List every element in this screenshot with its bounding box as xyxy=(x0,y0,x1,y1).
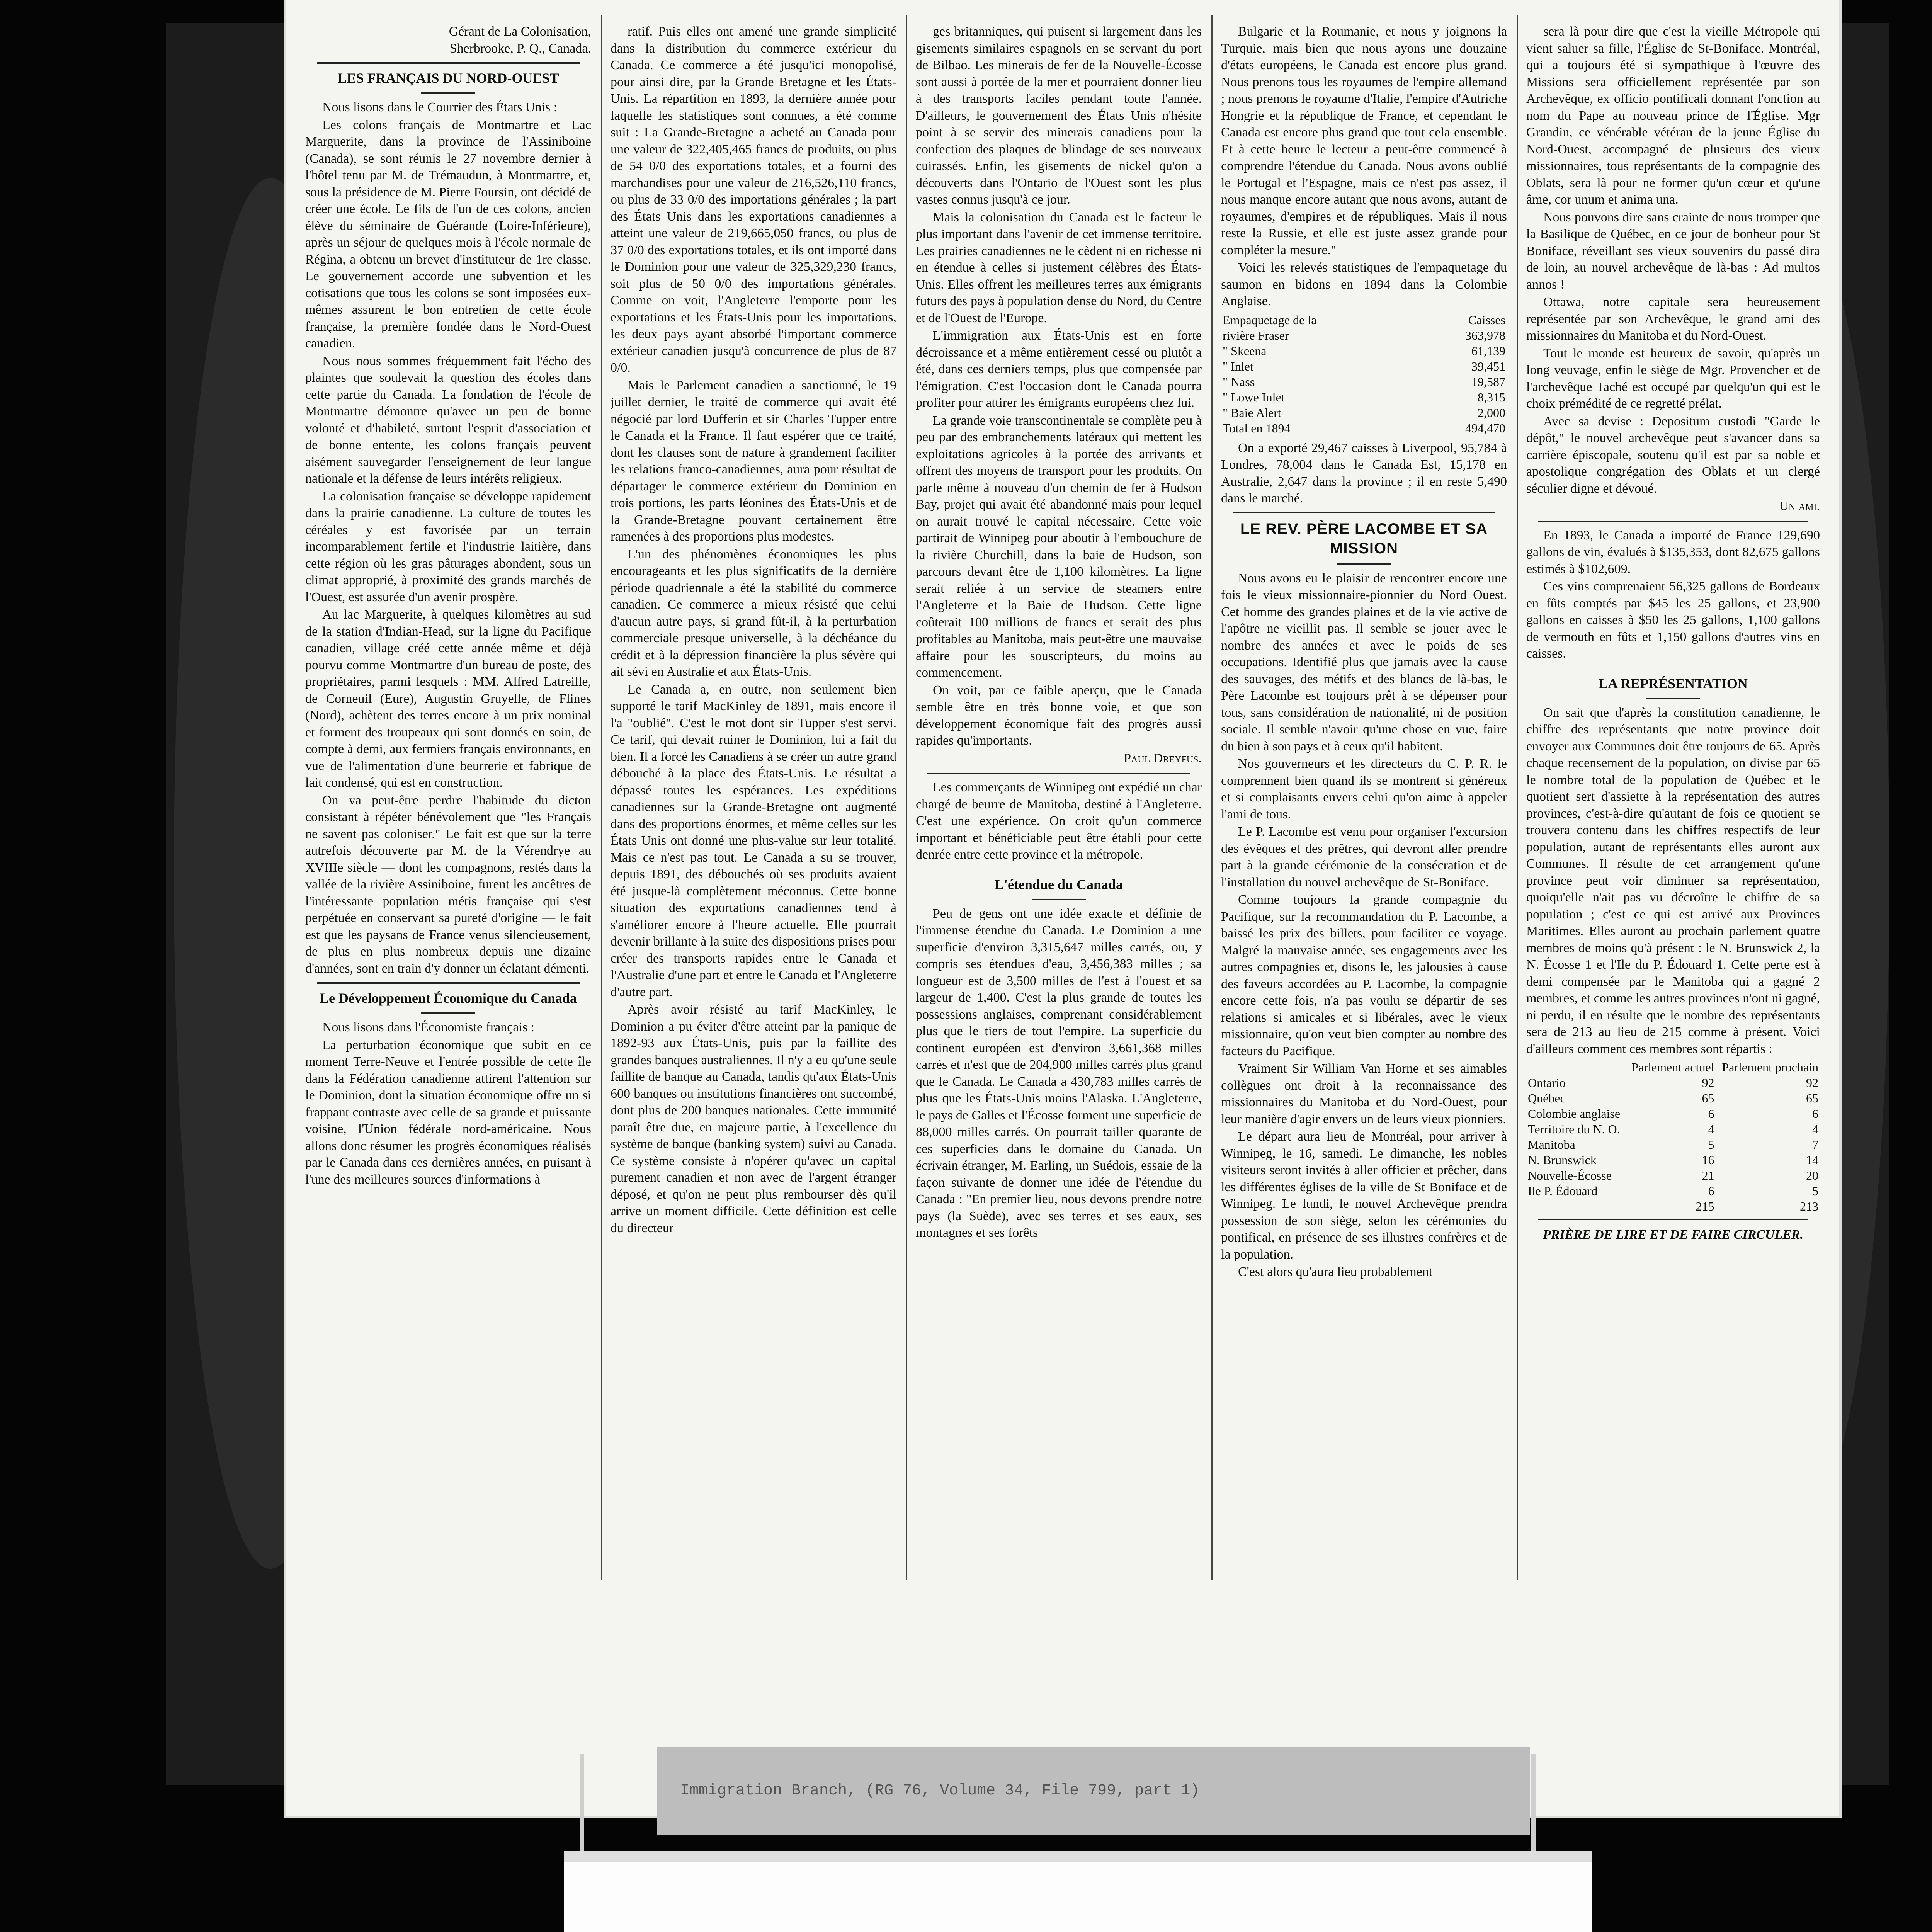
column-3 xyxy=(916,23,1202,1665)
paragraph: Comme toujours la grande compagnie du Pacifique, sur la recommandation du P. Lacombe, a baissé les prix des billets, pour faciliter ce voyage. Malgré la mauvaise année, ses engagements avec les autres compagnies et, disons le, les jalousies à cause des faveurs accordées au P. Lacombe, la compagnie encore cette fois, n'a pas voulu se départir de ses relations si amicales et si libérales, avec le vieux missionnaire, qu'on veut bien compter au nombre des facteurs du Pacifique. xyxy=(1221,893,1507,1058)
paragraph: Au lac Marguerite, à quelques kilomètres au sud de la station d'Indian-Head, sur la ligne du Pacifique canadien, village créé cette année même et déjà pourvu comme Montmartre d'un bureau de poste, des propriétaires, parmi lesquels : MM. Alfred Latreille, de Corneuil (Eure), Augustin Gruyelle, de Flines (Nord), achètent des terres encore à un prix nominal et forment des troupeaux qui sont donnés en soin, de compte à demi, aux fermiers français environnants, en vue de l'alimentation d'une beurrerie et fabrique de lait condensé, qui est en construction. xyxy=(305,607,591,790)
column-4 xyxy=(1221,23,1507,1665)
divider xyxy=(927,772,1190,774)
table-cell: 65 xyxy=(1702,1091,1714,1105)
table-header-cell: Empaquetage de la xyxy=(1223,313,1317,327)
table-header-row xyxy=(1221,312,1507,328)
table-row xyxy=(1221,405,1507,420)
paragraph: La perturbation économique que subit en ce moment Terre-Neuve et l'entrée possible de cette île dans la Fédération canadienne attirent l'attention sur le Dominion, dont la situation économique offre un si frappant contraste avec celle de sa grande et puissante voisine, l'Union fédérale nord-américaine. Nous allons donc résumer les progrès économiques réalisés par le Canada dans ces dernières années, en puisant à l'une des meilleures sources d'informations à xyxy=(305,1037,591,1187)
paragraph: En 1893, le Canada a importé de France 129,690 gallons de vin, évalués à $135,353, dont 82,675 gallons estimés à $102,609. xyxy=(1526,528,1820,576)
table-header-cell: Caisses xyxy=(1468,313,1505,327)
paragraph: Vraiment Sir William Van Horne et ses aimables collègues ont droit à la reconnaissance des missionnaires du Manitoba et du Nord-Ouest, pour leur manière d'agir envers un de leurs vieux pionniers. xyxy=(1221,1061,1507,1126)
paragraph: C'est alors qu'aura lieu probablement xyxy=(1238,1265,1433,1279)
table-cell: 5 xyxy=(1812,1184,1818,1198)
paragraph: Ottawa, notre capitale sera heureusement représentée par son Archevêque, le grand ami des missionnaires du Manitoba et du Nord-Ouest. xyxy=(1526,295,1820,343)
representation-table xyxy=(1526,1060,1820,1214)
table-header-cell: Parlement actuel xyxy=(1631,1060,1714,1074)
divider xyxy=(421,92,475,94)
table-header-cell: Parlement prochain xyxy=(1722,1060,1818,1074)
table-cell: Québec xyxy=(1528,1091,1566,1105)
paragraph: Nos gouverneurs et les directeurs du C. P. R. le comprennent bien quand ils se montrent si généreux et si complaisants envers celui qu'on aime à appeler l'ami de tous. xyxy=(1221,757,1507,821)
table-cell: 6 xyxy=(1812,1107,1818,1121)
table-cell: Nouvelle-Écosse xyxy=(1528,1168,1612,1182)
table-cell: 363,978 xyxy=(1465,328,1505,342)
paragraph: L'immigration aux États-Unis est en forte décroissance et a même entièrement cessé ou plutôt a été, dans ces derniers temps, plus que compensée par l'émigration. C'est l'occasion dont le Canada pourra profiter pour attirer les émigrants européens chez lui. xyxy=(916,328,1202,410)
table-cell: " Baie Alert xyxy=(1223,405,1281,420)
paragraph: Les colons français de Montmartre et Lac Marguerite, dans la province de l'Assiniboine (Canada), se sont réunis le 27 novembre dernier à l'hôtel tenu par M. de Trémaudun, à Montmartre, et, sous la présidence de M. Pierre Foursin, ont décidé de créer une école. Le fils de l'un de ces colons, ancien élève du séminaire de Guérande (Loire-Inférieure), après un séjour de quelques mois à l'école normale de Régina, a obtenu un brevet d'instituteur de 1re classe. Le gouvernement accorde une subvention et les cotisations que tous les colons se sont imposées eux-mêmes assurent le bon entretien de cette école française, la première fondée dans le Nord-Ouest canadien. xyxy=(305,117,591,350)
article-body-lacombe-suite xyxy=(1526,23,1820,497)
paragraph: On a exporté 29,467 caisses à Liverpool, 95,784 à Londres, 78,004 dans le Canada Est, 15,178 en Australie, 2,647 dans la province ; il en reste 5,490 dans le marché. xyxy=(1221,440,1507,505)
table-cell: " Nass xyxy=(1223,374,1255,389)
paragraph: Mais la colonisation du Canada est le facteur le plus important dans l'avenir de cet immense territoire. Les prairies canadiennes ne le cèdent ni en richesse ni en étendue à celles si justement célèbres des États-Unis. Elles offrent les meilleures terres aux émigrants futurs des pays à population dense du Nord, du Centre et de l'Ouest de l'Europe. xyxy=(916,210,1202,325)
table-cell: 4 xyxy=(1708,1122,1714,1136)
table-cell: Territoire du N. O. xyxy=(1528,1122,1620,1136)
paragraph: Bulgarie et la Roumanie, et nous y joignons la Turquie, mais bien que nous ayons une douzaine d'états européens, le Canada est encore plus grand. Nous prenons tous les royaumes de l'empire allemand ; nous prenons le royaume d'Italie, l'empire d'Autriche Hongrie et la république de France, et cependant le Canada est encore plus grand que tout cela ensemble. Et à cette heure le lecteur a peut-être commencé à comprendre l'étendue du Canada. Nous avons oublié le Portugal et l'Espagne, mais ce n'est pas assez, il nous manque encore autant que nous avons, autant de royaumes, d'empires et de républiques. Mais il nous reste la Russie, et elle est juste assez grande pour compléter la mesure." xyxy=(1221,24,1507,257)
paragraph: Tout le monde est heureux de savoir, qu'après un long veuvage, enfin le siège de Mgr. Provencher et de l'archevêque Taché est occupé par quelqu'un qui est le choix prémédité de ce regretté prélat. xyxy=(1526,346,1820,411)
paragraph: sera là pour dire que c'est la vieille Métropole qui vient saluer sa fille, l'Église de St-Boniface. Montréal, qui a toujours été si sympathique à l'œuvre des Missions sera officiellement représentée par son Archevêque, ex officio pontificali donnant l'onction au nom du Pape au nouveau prince de l'Église. Mgr Grandin, ce vénérable vétéran de la jeune Église du Nord-Ouest, accompagné de plusieurs des vieux missionnaires, tous représentants de la compagnie des Oblats, sera là pour ne former qu'un cœur et qu'une âme, cor unum et anima una. xyxy=(1526,24,1820,207)
table-cell: 39,451 xyxy=(1471,359,1505,373)
table-cell: 92 xyxy=(1702,1076,1714,1090)
paragraph: On voit, par ce faible aperçu, que le Canada semble être en très bonne voie, et que son développement économique fait des progrès aussi rapides qu'importants. xyxy=(916,683,1202,748)
table-row xyxy=(1221,359,1507,374)
signature-un-ami: Un ami. xyxy=(1779,499,1820,513)
paragraph: On sait que d'après la constitution canadienne, le chiffre des représentants que notre province doit envoyer aux Communes doit être toujours de 65. Après chaque recensement de la population, on divise par 65 le nombre total de la population de Québec et le quotient sert d'assiette à la représentation des autres provinces, c'est-à-dire qu'autant de fois ce quotient se trouvera contenu dans les chiffres respectifs de leur population, autant de représentants elles auront aux Communes. Il résulte de cet arrangement qu'une province peut voir diminuer sa représentation, quoiqu'elle n'ait pas vu décroître le chiffre de sa population ; c'est ce qui est arrivé aux Provinces Maritimes. Elles auront au prochain parlement quatre membres de moins qu'à présent : le N. Brunswick 2, la N. Écosse 1 et l'Ile du P. Édouard 1. Cette perte est à demi compensée par le Manitoba qui a gagné 2 membres, et comme les autres provinces n'ont ni gagné, ni perdu, il en résulte que le nombre des représentants sera de 213 au lieu de 215 comme à présent. Voici d'ailleurs comment ces membres sont répartis : xyxy=(1526,705,1820,1056)
article-body-colonisation xyxy=(916,23,1202,749)
table-row xyxy=(1526,1075,1820,1090)
paragraph: ratif. Puis elles ont amené une grande simplicité dans la distribution du commerce extérieur du Canada. Ce commerce a été jusqu'ici monopolisé, pour ainsi dire, par la Grande Bretagne et les États-Unis. La répartition en 1893, la dernière année pour laquelle les statistiques sont connues, a été comme suit : La Grande-Bretagne a acheté au Canada pour une valeur de 322,405,465 francs de produits, ou plus de 54 0/0 des exportations totales, et a fourni des marchandises pour une valeur de 216,526,110 francs, ou plus de 33 0/0 des importations générales ; la part des États Unis dans les exportations canadiennes a atteint une valeur de 219,665,050 francs, ou plus de 37 0/0 des exportations totales, et ils ont importé dans le Dominion pour une valeur de 325,329,230 francs, soit plus de 50 0/0 des importations générales. Comme on voit, l'Angleterre l'emporte pour les exportations et les États-Unis pour les importations, les deux pays ayant absorbé l'important commerce extérieur canadien jusqu'à concurrence de plus de 87 0/0. xyxy=(611,24,896,375)
paragraph: Les commerçants de Winnipeg ont expédié un char chargé de beurre de Manitoba, destiné à l'Angleterre. C'est une expérience. On croit qu'un commerce important et bénéficiable peut être établi pour cette denrée entre cette province et la métropole. xyxy=(916,780,1202,862)
table-cell: 61,139 xyxy=(1471,344,1505,358)
table-row xyxy=(1526,1152,1820,1168)
paragraph: La colonisation française se développe rapidement dans la prairie canadienne. La culture de toutes les céréales y est favorisée par un terrain incomparablement fertile et l'industrie laitière, dans cette région où les gras pâturages abondent, sous un climat approprié, à proximité des grands marchés de l'Ouest, est assurée d'un avenir prospère. xyxy=(305,489,591,604)
table-cell: rivière Fraser xyxy=(1223,328,1289,342)
table-cell: Ontario xyxy=(1528,1076,1566,1090)
table-total-row xyxy=(1221,420,1507,436)
table-row xyxy=(1221,328,1507,343)
divider xyxy=(1538,1219,1808,1221)
table-cell: 20 xyxy=(1806,1168,1818,1182)
archive-file-label: Immigration Branch, (RG 76, Volume 34, File 799, part 1) xyxy=(657,1747,1530,1835)
headline-etendue-canada: L'étendue du Canada xyxy=(994,876,1123,892)
table-cell: Colombie anglaise xyxy=(1528,1107,1621,1121)
column-rule xyxy=(1211,15,1213,1580)
paragraph: Ces vins comprenaient 56,325 gallons de Bordeaux en fûts comptés par $45 les 25 gallons, et 23,900 gallons en caisses à $50 les 25 gallons, 1,100 gallons de vermouth en fûts et 1,150 gallons d'autres vins en caisses. xyxy=(1526,579,1820,661)
article-body-etendue-suite xyxy=(1221,23,1507,310)
paragraph: Nous nous sommes fréquemment fait l'écho des plaintes que soulevait la question des écoles dans cette partie du Canada. La fondation de l'école de Montmartre démontre qu'avec un peu de bonne volonté et d'habileté, surtout l'esprit d'association et de bonne entente, les colons français peuvent aisément sauvegarder l'enseignement de leur langue nationale et la défense de leurs intérêts religieux. xyxy=(305,354,591,486)
salmon-statistics-table xyxy=(1221,312,1507,436)
header-line-1: Gérant de La Colonisation, xyxy=(449,24,591,39)
table-cell xyxy=(1526,1199,1626,1214)
table-row xyxy=(1526,1106,1820,1121)
article-body-winnipeg xyxy=(916,779,1202,863)
table-cell: " Inlet xyxy=(1223,359,1253,373)
headline-representation: LA REPRÉSENTATION xyxy=(1599,675,1748,691)
table-cell: 6 xyxy=(1708,1184,1714,1198)
divider xyxy=(421,1012,475,1014)
paragraph: Nous lisons dans le Courrier des États Unis : xyxy=(322,100,558,114)
article-body-lacombe xyxy=(1221,570,1507,1281)
paragraph: ges britanniques, qui puisent si largement dans les gisements similaires espagnols en se servant du port de Bilbao. Les minerais de fer de la Nouvelle-Écosse sont aussi à portée de la mer et pourraient donner lieu à des transports faciles pendant toute l'année. D'ailleurs, le gouvernement des États Unis n'hésite point à se servir des minerais canadiens pour la confection des plaques de blindage de ses nouveaux cuirassés. Enfin, les gisements de nickel qu'on a découverts dans l'Ontario de l'Ouest sont les plus vastes connus jusqu'à ce jour. xyxy=(916,24,1202,207)
paragraph: Nous pouvons dire sans crainte de nous tromper que la Basilique de Québec, en ce jour de bonheur pour St Boniface, réveillant ses vieux souvenirs du passé dira de loin, au nouvel archevêque de là-bas : Ad multos annos ! xyxy=(1526,210,1820,292)
table-cell: Ile P. Édouard xyxy=(1528,1184,1598,1198)
table-cell: 21 xyxy=(1702,1168,1714,1182)
divider xyxy=(1337,563,1391,565)
article-body-export xyxy=(1221,440,1507,507)
table-cell: Total en 1894 xyxy=(1223,421,1291,435)
paragraph: Peu de gens ont une idée exacte et définie de l'immense étendue du Canada. Le Dominion a une superficie d'environ 3,315,647 milles carrés, ou, y compris ses étendues d'eau, 3,456,383 milles ; sa longueur est de 3,500 milles de l'est à l'ouest et sa largeur de 1,400. C'est la plus grande de toutes les possessions anglaises, comprenant considérablement plus que le tiers de tout l'empire. La superficie du continent européen est d'environ 3,661,368 milles carrés et n'est que de 204,900 milles carrés plus grand que le Canada. Le Canada a 430,783 milles carrés de plus que les États-Unis moins l'Alaska. L'Angleterre, le pays de Galles et l'Écosse forment une superficie de 88,000 milles carrés. On pourrait tailler quarante de ces superficies dans le domaine du Canada. Un écrivain étranger, M. Earling, un Suédois, essaie de la façon suivante de donner une idée de l'étendue du Canada : "En premier lieu, nous devons prendre notre pays (la Suède), avec ses terres et ses eaux, ses montagnes et ses forêts xyxy=(916,906,1202,1240)
table-cell: 65 xyxy=(1806,1091,1818,1105)
table-cell: 494,470 xyxy=(1465,421,1505,435)
table-row xyxy=(1221,343,1507,359)
closing-note: PRIÈRE DE LIRE ET DE FAIRE CIRCULER. xyxy=(1543,1228,1804,1242)
paragraph: Voici les relevés statistiques de l'empaquetage du saumon en bidons en 1894 dans la Colombie Anglaise. xyxy=(1221,260,1507,308)
table-row xyxy=(1526,1121,1820,1137)
newspaper-page xyxy=(286,0,1839,1816)
table-cell: 215 xyxy=(1696,1199,1714,1213)
table-cell: 213 xyxy=(1800,1199,1818,1213)
divider xyxy=(1032,899,1086,900)
column-2 xyxy=(611,23,896,1665)
table-cell: 14 xyxy=(1806,1153,1818,1167)
table-row xyxy=(1221,389,1507,405)
article-body-vins xyxy=(1526,527,1820,662)
table-cell: N. Brunswick xyxy=(1528,1153,1597,1167)
article-body-representation xyxy=(1526,704,1820,1058)
table-cell: 8,315 xyxy=(1478,390,1505,404)
headline-francais-nord-ouest: LES FRANÇAIS DU NORD-OUEST xyxy=(337,70,559,86)
table-cell: 92 xyxy=(1806,1076,1818,1090)
table-cell: 4 xyxy=(1812,1122,1818,1136)
divider xyxy=(927,869,1190,870)
archives-plate xyxy=(564,1851,1592,1932)
article-body-1 xyxy=(305,99,591,977)
headline-developpement-economique: Le Développement Économique du Canada xyxy=(319,990,577,1006)
column-rule xyxy=(601,15,602,1580)
table-cell: 5 xyxy=(1708,1138,1714,1151)
divider xyxy=(317,62,580,64)
article-body-etendue xyxy=(916,905,1202,1242)
table-row xyxy=(1526,1137,1820,1152)
divider xyxy=(1233,512,1496,514)
table-row xyxy=(1526,1183,1820,1199)
column-rule xyxy=(1517,15,1518,1580)
paragraph: Après avoir résisté au tarif MacKinley, le Dominion a pu éviter d'être atteint par la panique de 1892-93 aux États-Unis, puis par la faillite des grandes banques australiennes. Il n'y a eu qu'une seule faillite de banque au Canada, tandis qu'aux États-Unis 600 banques ou institutions financières ont succombé, dont plus de 200 banques nationales. Cette immunité paraît être due, en majeure partie, à l'excellence du système de banque (banking system) suivi au Canada. Ce système consiste à n'opérer qu'avec un capital purement canadien et non avec de l'argent étranger déposé, et qu'on ne peut plus rembourser dès qu'il arrive un moment difficile. Cette définition est celle du directeur xyxy=(611,1002,896,1235)
table-row xyxy=(1221,374,1507,389)
table-cell: 19,587 xyxy=(1471,374,1505,389)
table-cell: 2,000 xyxy=(1478,405,1505,420)
paragraph: Avec sa devise : Depositum custodi "Garde le dépôt," le nouvel archevêque peut s'avancer dans sa carrière épiscopale, soutenu qu'il est par sa noble et apostolique congrégation des Oblats et un clergé séculier digne et dévoué. xyxy=(1526,414,1820,496)
article-body-2 xyxy=(305,1019,591,1188)
table-cell: 6 xyxy=(1708,1107,1714,1121)
article-body-economie xyxy=(611,23,896,1236)
header-line-2: Sherbrooke, P. Q., Canada. xyxy=(449,41,591,56)
paragraph: Le P. Lacombe est venu pour organiser l'excursion des évêques et des prêtres, qui devront aller prendre part à la grande cérémonie de la consécration et de l'installation du nouvel archevêque de St-Boniface. xyxy=(1221,825,1507,889)
paragraph: Nous lisons dans l'Économiste français : xyxy=(322,1020,535,1034)
table-total-row xyxy=(1526,1199,1820,1214)
divider xyxy=(1646,698,1700,699)
column-1 xyxy=(305,23,591,1665)
table-header-cell xyxy=(1526,1060,1626,1075)
paragraph: Nous avons eu le plaisir de rencontrer encore une fois le vieux missionnaire-pionnier du Nord Ouest. Cet homme des grandes plaines et de la vie active de l'apôtre ne vieillit pas. Il semble se jouer avec le nombre des années et avec le poids de ses occupations. Identifié plus que jamais avec la cause des sauvages, des métifs et des blancs de là-bas, le Père Lacombe est toujours prêt à se dépenser pour tous, sans considération de nationalité, ni de position sociale. Il semble n'avoir qu'une chose en vue, faire du bien à son pays et à ceux qu'il habitent. xyxy=(1221,571,1507,753)
divider xyxy=(1538,520,1808,522)
table-header-row xyxy=(1526,1060,1820,1075)
table-cell: Manitoba xyxy=(1528,1138,1575,1151)
signature-paul-dreyfus: Paul Dreyfus. xyxy=(1124,751,1202,765)
paragraph: Le départ aura lieu de Montréal, pour arriver à Winnipeg, le 16, samedi. Le dimanche, les nobles visiteurs seront invités à aller officier et prêcher, dans les différentes églises de la ville de St Boniface et de Winnipeg. Le lundi, le nouvel Archevêque prendra possession de son siège, selon les cérémonies du pontifical, en présence de ses illustres confrères et de la population. xyxy=(1221,1129,1507,1262)
paragraph: Le Canada a, en outre, non seulement bien supporté le tarif MacKinley de 1891, mais encore il l'a "oublié". C'est le mot dont sir Tupper s'est servi. Ce tarif, qui devait ruiner le Dominion, lui a fait du bien. Il a forcé les Canadiens à se créer un autre grand débouché à la place des États-Unis. Le résultat a dépassé toutes les espérances. Les expéditions canadiennes sur la Grande-Bretagne ont augmenté dans des proportions énormes, et même celles sur les États Unis ont donné une plus-value sur leur totalité. Mais ce n'est pas tout. Le Canada a su se trouver, depuis 1891, des débouchés où ses produits avaient été jusque-là complètement méconnus. Cette bonne situation des exportations canadiennes tend à s'améliorer encore à l'heure actuelle. Elle pourrait devenir brillante à la suite des dispositions prises pour créer des transports rapides entre le Canada et l'Australie d'une part et entre le Canada et l'Angleterre d'autre part. xyxy=(611,682,896,999)
table-row xyxy=(1526,1168,1820,1183)
table-cell: 7 xyxy=(1812,1138,1818,1151)
paragraph: Mais le Parlement canadien a sanctionné, le 19 juillet dernier, le traité de commerce qui avait été négocié par lord Dufferin et sir Charles Tupper entre le Canada et la France. Il faut espérer que ce traité, dont les clauses sont de nature à grandement faciliter les relations franco-canadiennes, aura pour résultat de départager le commerce extérieur du Dominion en trois portions, les parts léonines des États-Unis et de la Grande-Bretagne pouvant certainement être ramenées à des proportions plus modestes. xyxy=(611,378,896,544)
table-row xyxy=(1526,1090,1820,1106)
table-cell: " Lowe Inlet xyxy=(1223,390,1285,404)
divider xyxy=(1538,668,1808,669)
divider xyxy=(317,982,580,984)
paragraph: On va peut-être perdre l'habitude du dicton consistant à répéter bénévolement que "les Français ne savent pas coloniser." Le fait est que sur la terre autrefois découverte par M. de la Vérendrye au XVIIIe siècle — dont les compagnons, restés dans la vallée de la rivière Assiniboine, furent les ancêtres de l'intéressante population métis française qui s'est perpétuée en conservant sa pureté d'origine — le fait est que les paysans de France venus silencieusement, de plus en plus nombreux depuis une dizaine d'années, sont en train d'y donner un éclatant démenti. xyxy=(305,793,591,976)
column-5 xyxy=(1526,23,1820,1665)
headline-pere-lacombe: LE REV. PÈRE LACOMBE ET SA MISSION xyxy=(1240,520,1488,557)
column-rule xyxy=(906,15,907,1580)
table-cell: " Skeena xyxy=(1223,344,1267,358)
paragraph: La grande voie transcontinentale se complète peu à peu par des embranchements latéraux qui mettent les exploitations agricoles à la portée des arrivants et offrent des moyens de transport pour les produits. On parle même à nouveau d'un chemin de fer à Hudson Bay, projet qui avait été abandonné mais pour lequel on aurait trouvé le capital nécessaire. Cette voie partirait de Winnipeg pour aboutir à l'embouchure de la rivière Churchill, dans la baie de Hudson, son parcours devant être de 1,100 kilomètres. La ligne serait reliée à un service de steamers entre l'Angleterre et la Baie de Hudson. Cette ligne coûterait 100 millions de francs et serait des plus profitables au Manitoba, mais peut-être une mauvaise affaire pour les souscripteurs, du moins au commencement. xyxy=(916,413,1202,680)
paragraph: L'un des phénomènes économiques les plus encourageants et les plus significatifs de la dernière période quadriennale a été la stabilité du commerce canadien. Ce commerce a mieux résisté que celui d'aucun autre pays, si grand fût-il, à la perturbation commerciale presque universelle, à la déchéance du crédit et à la dépression financière la plus sévère qui ait sévi en Australie et aux États-Unis. xyxy=(611,547,896,679)
table-cell: 16 xyxy=(1702,1153,1714,1167)
